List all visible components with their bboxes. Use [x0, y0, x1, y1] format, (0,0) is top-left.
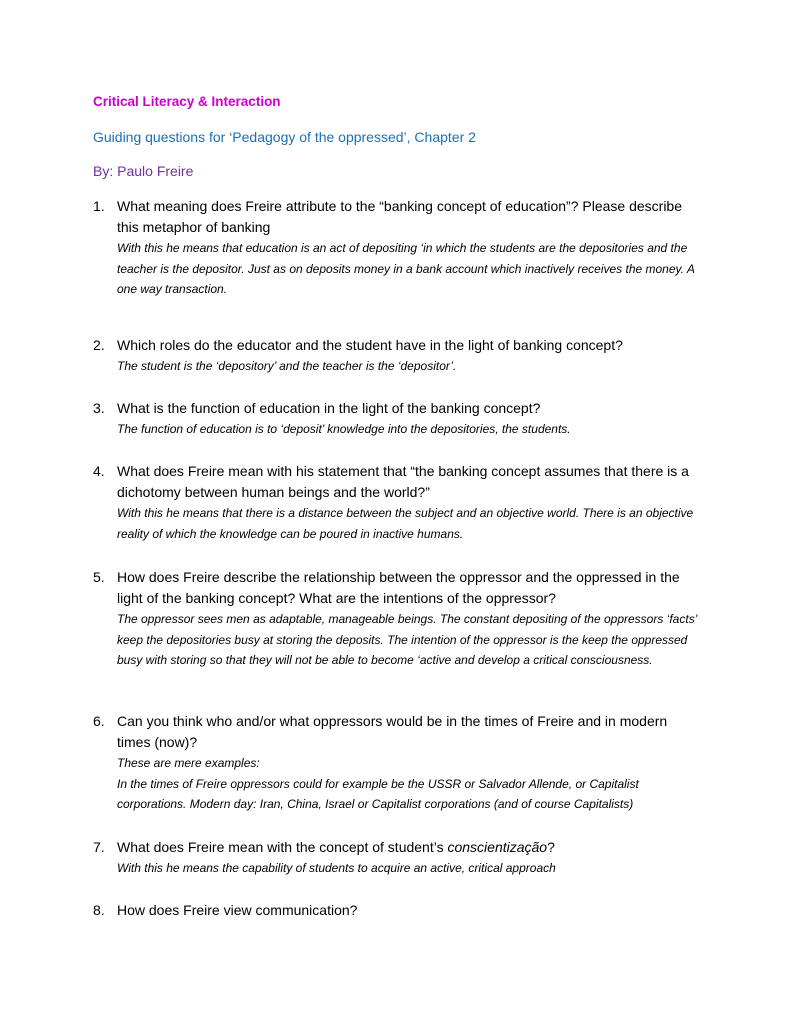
document-subtitle: Guiding questions for ‘Pedagogy of the oppressed’, Chapter 2 [93, 129, 476, 145]
question-item-5 [93, 567, 703, 671]
question-number: 2. [93, 337, 105, 353]
question-number: 1. [93, 198, 105, 214]
question-number: 8. [93, 902, 105, 918]
question-text-prefix: What does Freire mean with the concept of student’s [117, 839, 448, 855]
author-byline: By: Paulo Freire [93, 163, 194, 179]
question-term: conscientização [447, 839, 548, 855]
answer-text: In the times of Freire oppressors could for example be the USSR or Salvador Allende, or Capitalist corporations. Modern day: Iran, China, Israel or Capitalist corporations (and of course Capitalists) [117, 776, 639, 811]
question-text: What meaning does Freire attribute to the “banking concept of education”? Please describe this metaphor of banking [117, 198, 682, 235]
question-item-1 [93, 196, 703, 300]
answer-block [117, 753, 703, 815]
question-item-7 [93, 837, 703, 879]
question-text: What does Freire mean with his statement that “the banking concept assumes that there is a dichotomy between human beings and the world?” [117, 463, 689, 500]
question-item-3 [93, 398, 703, 440]
question-text [117, 837, 703, 858]
answer-text: With this he means the capability of students to acquire an active, critical approach [117, 861, 556, 875]
answer-text: The oppressor sees men as adaptable, manageable beings. The constant depositing of the oppressors ‘facts’ keep the depositories busy at storing the deposits. The intention of the oppressor is the keep the oppressed busy with storing so that they will not be able to become ‘active and develop a critical consciousness. [117, 612, 697, 667]
answer-text: With this he means that there is a distance between the subject and an objective world. There is an objective reality of which the knowledge can be poured in inactive humans. [117, 506, 694, 541]
question-number: 3. [93, 400, 105, 416]
question-text: How does Freire describe the relationship between the oppressor and the oppressed in the light of the banking concept? What are the intentions of the oppressor? [117, 569, 680, 606]
document-title: Critical Literacy & Interaction [93, 94, 281, 109]
question-item-2 [93, 335, 703, 377]
question-text: What is the function of education in the light of the banking concept? [117, 400, 541, 416]
question-text: How does Freire view communication? [117, 902, 358, 918]
answer-text: With this he means that education is an act of depositing ‘in which the students are the depositories and the teacher is the depositor. Just as on deposits money in a bank account which inactively receives the money. A one way transaction. [117, 241, 695, 296]
answer-text: The student is the ‘depository’ and the teacher is the ‘depositor’. [117, 359, 457, 373]
question-text: Can you think who and/or what oppressors would be in the times of Freire and in modern times (now)? [117, 713, 668, 750]
question-number: 5. [93, 569, 105, 585]
answer-text: The function of education is to ‘deposit’ knowledge into the depositories, the students. [117, 422, 571, 436]
question-text-suffix: ? [547, 839, 555, 855]
question-text: Which roles do the educator and the student have in the light of banking concept? [117, 337, 623, 353]
question-number: 6. [93, 713, 105, 729]
question-number: 7. [93, 839, 105, 855]
answer-intro: These are mere examples: [117, 756, 260, 770]
question-number: 4. [93, 463, 105, 479]
question-item-4 [93, 461, 703, 544]
question-item-8 [93, 900, 703, 921]
question-item-6 [93, 711, 703, 815]
